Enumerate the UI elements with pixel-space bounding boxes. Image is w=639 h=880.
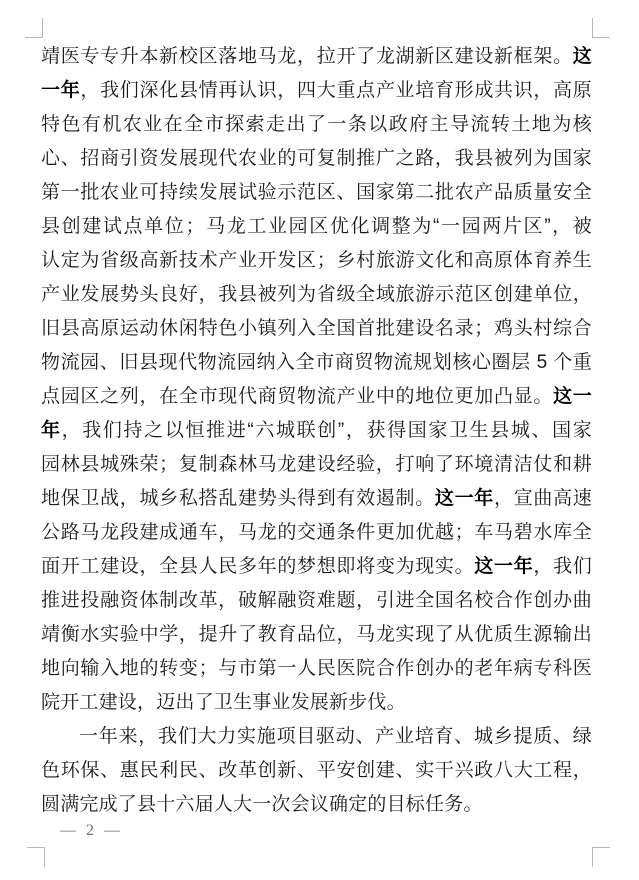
text-boundary-mark-bottom-left — [27, 847, 45, 867]
text-run: 色环保、惠民利民、改革创新、平安创建、实干兴政八大工程， — [41, 760, 592, 781]
text-run: 院开工建设，迈出了卫生事业发展新步伐。 — [41, 692, 406, 713]
text-run: ，我们持之以恒推进“六城联创”，获得国家卫生县城、国家 — [61, 420, 592, 441]
text-line — [41, 176, 592, 210]
text-run: 园林县城殊荣；复制森林马龙建设经验，打响了环境清洁仗和耕 — [41, 454, 592, 475]
text-line — [41, 686, 592, 720]
text-run: 第一批农业可持续发展试验示范区、国家第二批农产品质量安全 — [41, 182, 592, 203]
text-line — [41, 108, 592, 142]
text-run: 认定为省级高新技术产业开发区；乡村旅游文化和高原体育养生 — [41, 250, 592, 271]
text-run: 推进投融资体制改革，破解融资难题，引进全国名校合作创办曲 — [41, 590, 592, 611]
text-run: 点园区之列，在全市现代商贸物流产业中的地位更加凸显。 — [41, 386, 554, 407]
bold-text-run: 这一年 — [434, 488, 494, 509]
document-body — [41, 40, 592, 822]
text-line — [41, 312, 592, 346]
text-line — [41, 244, 592, 278]
text-boundary-mark-top-left — [25, 18, 43, 38]
text-line — [41, 788, 592, 822]
text-line — [41, 210, 592, 244]
text-line — [41, 40, 592, 74]
text-run: 特色有机农业在全市探索走出了一条以政府主导流转土地为核 — [41, 114, 592, 135]
text-line — [41, 652, 592, 686]
text-run: 靖医专专升本新校区落地马龙，拉开了龙湖新区建设新框架。 — [41, 46, 573, 67]
text-line — [41, 380, 592, 414]
bold-text-run: 这一年 — [474, 556, 534, 577]
text-run: 靖衡水实验中学，提升了教育品位，马龙实现了从优质生源输出 — [41, 624, 592, 645]
text-run: 产业发展势头良好，我县被列为省级全域旅游示范区创建单位， — [41, 284, 592, 305]
bold-text-run: 这一 — [553, 386, 592, 407]
bold-text-run: 一年 — [41, 80, 81, 101]
text-line — [41, 278, 592, 312]
text-line — [41, 142, 592, 176]
text-run: ，我们深化县情再认识，四大重点产业培育形成共识，高原 — [80, 80, 592, 101]
page-number: — 2 — — [60, 822, 123, 839]
text-run: 地保卫战，城乡私搭乱建势头得到有效遏制。 — [41, 488, 435, 509]
text-run: 面开工建设，全县人民多年的梦想即将变为现实。 — [41, 556, 475, 577]
text-line — [41, 584, 592, 618]
text-run: 圆满完成了县十六届人大一次会议确定的目标任务。 — [41, 794, 483, 815]
text-line — [41, 550, 592, 584]
text-line — [41, 346, 592, 380]
text-run: 心、招商引资发展现代农业的可复制推广之路，我县被列为国家 — [41, 148, 592, 169]
text-run: 物流园、旧县现代物流园纳入全市商贸物流规划核心圈层 5 个重 — [41, 352, 592, 373]
text-run: ，我们 — [533, 556, 592, 577]
text-line — [41, 754, 592, 788]
text-line — [41, 720, 592, 754]
text-line — [41, 482, 592, 516]
text-line — [41, 74, 592, 108]
text-run: 公路马龙段建成通车，马龙的交通条件更加优越；车马碧水库全 — [41, 522, 592, 543]
text-boundary-mark-bottom-right — [592, 847, 610, 867]
text-line — [41, 414, 592, 448]
text-line — [41, 516, 592, 550]
bold-text-run: 这 — [572, 46, 592, 67]
bold-text-run: 年 — [41, 420, 62, 441]
text-run: ，宣曲高速 — [494, 488, 592, 509]
text-line — [41, 618, 592, 652]
text-run: 旧县高原运动休闲特色小镇列入全国首批建设名录；鸡头村综合 — [41, 318, 592, 339]
text-boundary-mark-top-right — [592, 18, 610, 38]
text-run: 县创建试点单位；马龙工业园区优化调整为“一园两片区”，被 — [41, 216, 592, 237]
text-run: 地向输入地的转变；与市第一人民医院合作创办的老年病专科医 — [41, 658, 592, 679]
text-run: 一年来，我们大力实施项目驱动、产业培育、城乡提质、绿 — [79, 726, 592, 747]
text-line — [41, 448, 592, 482]
